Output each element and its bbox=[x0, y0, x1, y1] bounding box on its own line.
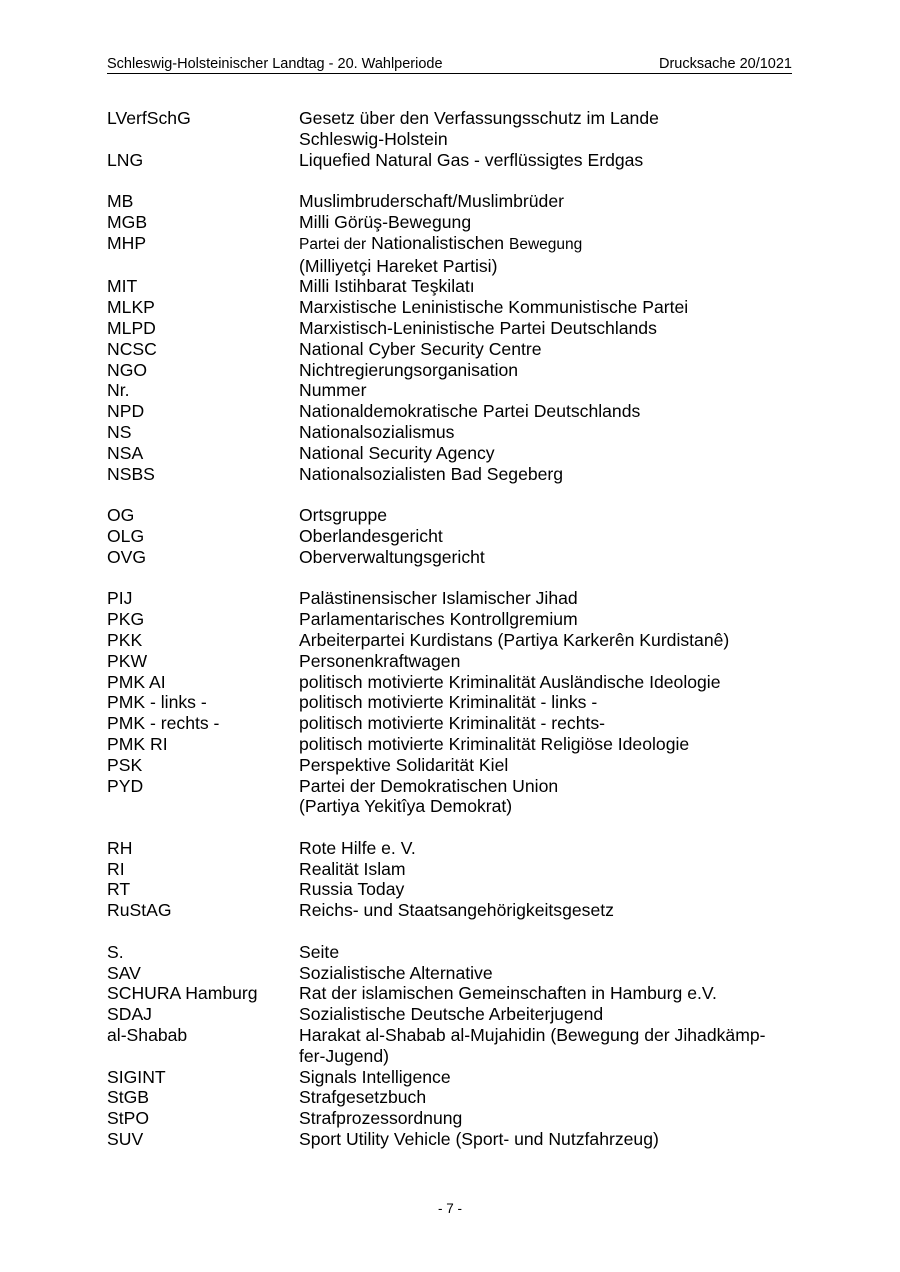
abbreviation: NSA bbox=[107, 442, 144, 463]
definition: Arbeiterpartei Kurdistans (Partiya Karkerên Kurdistanê) bbox=[299, 629, 730, 650]
abbreviation: SDAJ bbox=[107, 1004, 152, 1025]
list-item bbox=[107, 983, 807, 1004]
abbreviation: PMK - rechts - bbox=[107, 713, 220, 734]
list-item bbox=[107, 464, 807, 485]
abbreviation: MLKP bbox=[107, 297, 155, 318]
list-item bbox=[107, 942, 807, 963]
definition: Partei der Demokratischen Union bbox=[299, 775, 559, 796]
abbreviation: RuStAG bbox=[107, 900, 172, 921]
definition: Nationalsozialismus bbox=[299, 421, 455, 442]
definition: politisch motivierte Kriminalität - rechts- bbox=[299, 713, 606, 734]
list-item bbox=[107, 1067, 807, 1088]
definition: Rat der islamischen Gemeinschaften in Hamburg e.V. bbox=[299, 983, 717, 1004]
definition: Marxistische Leninistische Kommunistische Partei bbox=[299, 297, 689, 318]
list-item bbox=[107, 422, 807, 443]
list-item bbox=[107, 276, 807, 297]
definition: National Security Agency bbox=[299, 442, 495, 463]
abbreviation: OVG bbox=[107, 546, 147, 567]
list-item bbox=[107, 526, 807, 547]
list-item bbox=[107, 443, 807, 464]
list-item bbox=[107, 339, 807, 360]
abbreviation: RI bbox=[107, 858, 125, 879]
list-item bbox=[107, 212, 807, 233]
abbreviation: MB bbox=[107, 191, 134, 212]
definition: (Partiya Yekitîya Demokrat) bbox=[299, 796, 513, 817]
definition: fer-Jugend) bbox=[299, 1045, 389, 1066]
definition: Nummer bbox=[299, 380, 367, 401]
abbreviation: MIT bbox=[107, 276, 138, 297]
list-item-continuation bbox=[107, 256, 807, 277]
list-item bbox=[107, 692, 807, 713]
list-item bbox=[107, 1025, 807, 1046]
abbreviation: OG bbox=[107, 505, 135, 526]
definition: Personenkraftwagen bbox=[299, 650, 461, 671]
abbreviation: S. bbox=[107, 941, 124, 962]
header-document-number: Drucksache 20/1021 bbox=[659, 56, 792, 72]
list-item bbox=[107, 609, 807, 630]
definition: Muslimbruderschaft/Muslimbrüder bbox=[299, 191, 564, 212]
definition: Palästinensischer Islamischer Jihad bbox=[299, 588, 578, 609]
list-item bbox=[107, 651, 807, 672]
list-item bbox=[107, 776, 807, 797]
abbreviation-list bbox=[107, 108, 807, 1150]
abbreviation: StGB bbox=[107, 1087, 150, 1108]
definition: Liquefied Natural Gas - verflüssigtes Erdgas bbox=[299, 149, 644, 170]
list-item bbox=[107, 505, 807, 526]
abbreviation: SIGINT bbox=[107, 1066, 166, 1087]
list-item bbox=[107, 879, 807, 900]
definition: Marxistisch-Leninistische Partei Deutschlands bbox=[299, 317, 657, 338]
list-item bbox=[107, 859, 807, 880]
definition: Milli Görüş-Bewegung bbox=[299, 211, 472, 232]
abbreviation: PMK RI bbox=[107, 733, 168, 754]
page-number: - 7 - bbox=[437, 1201, 462, 1216]
group-spacer bbox=[107, 817, 807, 838]
definition: Russia Today bbox=[299, 879, 405, 900]
abbreviation: NSBS bbox=[107, 463, 155, 484]
definition: Nationalsozialisten Bad Segeberg bbox=[299, 463, 564, 484]
list-item bbox=[107, 672, 807, 693]
definition: politisch motivierte Kriminalität - links - bbox=[299, 692, 598, 713]
page-header bbox=[107, 55, 792, 74]
definition: Perspektive Solidarität Kiel bbox=[299, 754, 509, 775]
list-item bbox=[107, 108, 807, 129]
definition: Oberlandesgericht bbox=[299, 525, 443, 546]
definition: Sozialistische Alternative bbox=[299, 962, 493, 983]
definition: (Milliyetçi Hareket Partisi) bbox=[299, 255, 498, 276]
definition: Strafprozessordnung bbox=[299, 1108, 463, 1129]
list-item bbox=[107, 734, 807, 755]
definition: Realität Islam bbox=[299, 858, 406, 879]
abbreviation: NCSC bbox=[107, 338, 157, 359]
definition: Strafgesetzbuch bbox=[299, 1087, 427, 1108]
list-item bbox=[107, 233, 807, 256]
list-item bbox=[107, 360, 807, 381]
abbreviation: PYD bbox=[107, 775, 144, 796]
abbreviation: StPO bbox=[107, 1108, 150, 1129]
definition: Gesetz über den Verfassungsschutz im Lande bbox=[299, 108, 659, 128]
abbreviation: SAV bbox=[107, 962, 141, 983]
list-item bbox=[107, 150, 807, 171]
group-spacer bbox=[107, 484, 807, 505]
list-item bbox=[107, 1004, 807, 1025]
abbreviation: RH bbox=[107, 837, 133, 858]
definition: Reichs- und Staatsangehörigkeitsgesetz bbox=[299, 900, 614, 921]
definition: Oberverwaltungsgericht bbox=[299, 546, 485, 567]
list-item bbox=[107, 318, 807, 339]
list-item bbox=[107, 588, 807, 609]
abbreviation: PKW bbox=[107, 650, 148, 671]
definition: Harakat al-Shabab al-Mujahidin (Bewegung der Jihadkämp- bbox=[299, 1025, 766, 1046]
abbreviation: OLG bbox=[107, 525, 145, 546]
header-title: Schleswig-Holsteinischer Landtag - 20. Wahlperiode bbox=[107, 56, 443, 72]
list-item bbox=[107, 547, 807, 568]
list-item bbox=[107, 191, 807, 212]
definition: Signals Intelligence bbox=[299, 1066, 451, 1087]
abbreviation: al-Shabab bbox=[107, 1025, 188, 1046]
list-item-continuation bbox=[107, 129, 807, 150]
abbreviation: NGO bbox=[107, 359, 148, 380]
list-item bbox=[107, 963, 807, 984]
abbreviation: SCHURA Hamburg bbox=[107, 983, 258, 1004]
abbreviation: MLPD bbox=[107, 317, 156, 338]
list-item bbox=[107, 713, 807, 734]
list-item bbox=[107, 1087, 807, 1108]
list-item-continuation bbox=[107, 1046, 807, 1067]
abbreviation: LVerfSchG bbox=[107, 108, 191, 128]
list-item bbox=[107, 838, 807, 859]
definition: Ortsgruppe bbox=[299, 505, 388, 526]
definition: Sozialistische Deutsche Arbeiterjugend bbox=[299, 1004, 604, 1025]
abbreviation: NPD bbox=[107, 401, 145, 422]
group-spacer bbox=[107, 568, 807, 589]
definition: Schleswig-Holstein bbox=[299, 128, 448, 149]
abbreviation: PIJ bbox=[107, 588, 133, 609]
list-item bbox=[107, 900, 807, 921]
abbreviation: MHP bbox=[107, 232, 147, 253]
abbreviation: LNG bbox=[107, 149, 144, 170]
abbreviation: MGB bbox=[107, 211, 148, 232]
definition: National Cyber Security Centre bbox=[299, 338, 542, 359]
abbreviation: PKK bbox=[107, 629, 143, 650]
group-spacer bbox=[107, 921, 807, 942]
list-item-continuation bbox=[107, 796, 807, 817]
abbreviation: PMK - links - bbox=[107, 692, 207, 713]
group-spacer bbox=[107, 170, 807, 191]
definition: Rote Hilfe e. V. bbox=[299, 837, 416, 858]
abbreviation: RT bbox=[107, 879, 131, 900]
list-item bbox=[107, 755, 807, 776]
list-item bbox=[107, 401, 807, 422]
definition: Partei der Nationalistischen Bewegung bbox=[299, 232, 583, 253]
definition: Nichtregierungsorganisation bbox=[299, 359, 519, 380]
abbreviation: PMK AI bbox=[107, 671, 166, 692]
list-item bbox=[107, 630, 807, 651]
abbreviation: PSK bbox=[107, 754, 143, 775]
abbreviation: PKG bbox=[107, 609, 145, 630]
definition: Milli Istihbarat Teşkilatı bbox=[299, 276, 475, 297]
definition: politisch motivierte Kriminalität Religiöse Ideologie bbox=[299, 733, 690, 754]
list-item bbox=[107, 1108, 807, 1129]
list-item bbox=[107, 380, 807, 401]
abbreviation: NS bbox=[107, 421, 132, 442]
abbreviation: Nr. bbox=[107, 380, 130, 401]
definition: Seite bbox=[299, 941, 340, 962]
definition: politisch motivierte Kriminalität Ausländische Ideologie bbox=[299, 671, 721, 692]
definition: Parlamentarisches Kontrollgremium bbox=[299, 609, 578, 630]
list-item bbox=[107, 1129, 807, 1150]
list-item bbox=[107, 297, 807, 318]
definition: Sport Utility Vehicle (Sport- und Nutzfahrzeug) bbox=[299, 1129, 659, 1150]
abbreviation: SUV bbox=[107, 1129, 144, 1150]
definition: Nationaldemokratische Partei Deutschlands bbox=[299, 401, 641, 422]
